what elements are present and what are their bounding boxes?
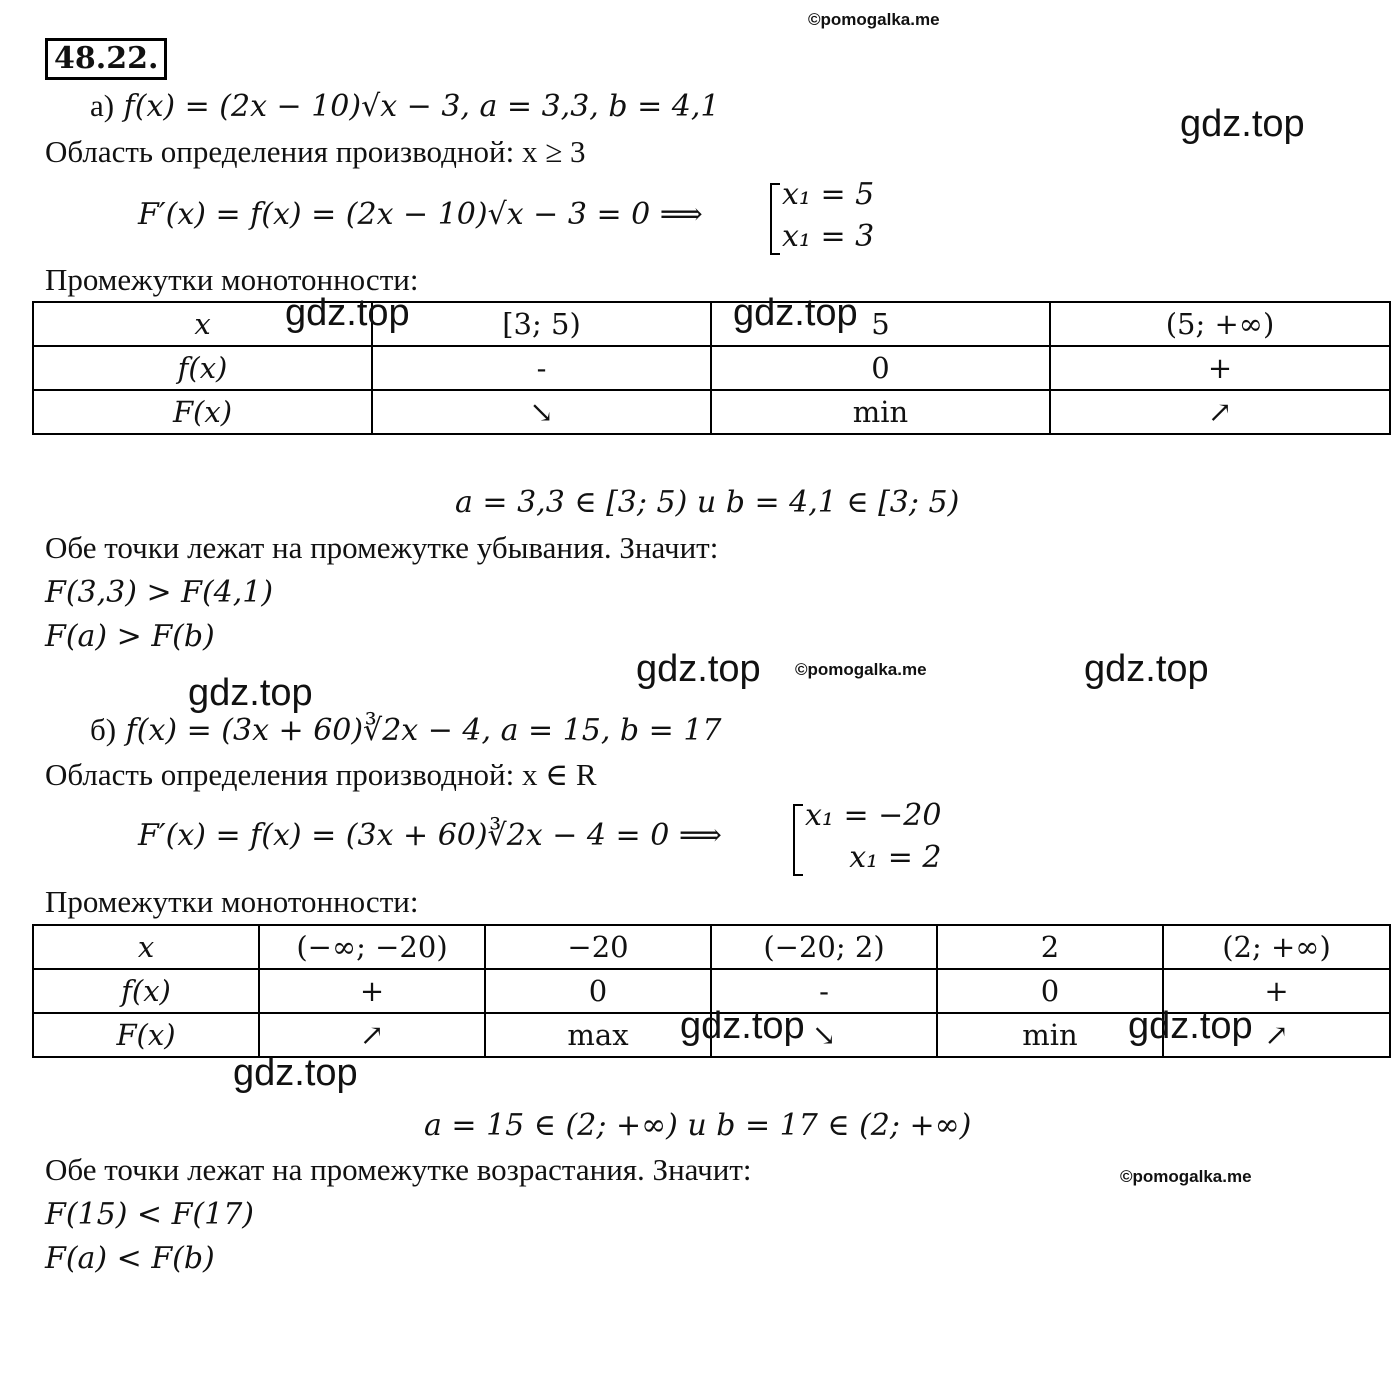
part-b-system-bracket — [793, 804, 803, 876]
site-watermark: gdz.top — [233, 1052, 358, 1094]
part-b-label: б) — [90, 712, 117, 747]
table-cell: (−∞; −20) — [259, 925, 485, 969]
table-cell: −20 — [485, 925, 711, 969]
part-a-roots — [782, 174, 874, 258]
site-watermark: gdz.top — [1128, 1005, 1253, 1047]
part-b-result-2: F(a) < F(b) — [45, 1241, 215, 1276]
table-cell: ↗ — [1163, 1013, 1390, 1057]
table-cell: max — [485, 1013, 711, 1057]
part-b-membership: a = 15 ∈ (2; +∞) и b = 17 ∈ (2; +∞) — [424, 1108, 972, 1143]
site-watermark: gdz.top — [680, 1005, 805, 1047]
part-a-system-bracket — [770, 183, 780, 255]
root: x₁ = 3 — [782, 219, 875, 254]
part-a-domain: Область определения производной: x ≥ 3 — [45, 134, 586, 169]
copyright-watermark: ©pomogalka.me — [1120, 1167, 1252, 1186]
part-a-conclusion: Обе точки лежат на промежутке убывания. Значит: — [45, 530, 719, 565]
table-cell: + — [1050, 346, 1390, 390]
table-cell: 2 — [937, 925, 1163, 969]
part-b-result-1: F(15) < F(17) — [45, 1197, 255, 1232]
part-b-derivative: F′(x) = f(x) = (3x + 60)∛2x − 4 = 0 ⟹ — [138, 818, 722, 853]
part-a-result-2: F(a) > F(b) — [45, 619, 215, 654]
part-a-monotonicity-table — [32, 301, 1391, 435]
root: x₁ = −20 — [805, 798, 942, 833]
part-a-result-1: F(3,3) > F(4,1) — [45, 575, 274, 610]
table-cell: (2; +∞) — [1163, 925, 1390, 969]
table-cell: 0 — [937, 969, 1163, 1013]
table-cell: F(x) — [33, 390, 372, 434]
table-cell: F(x) — [33, 1013, 259, 1057]
root: x₁ = 2 — [849, 840, 942, 875]
part-a-statement: f(x) = (2x − 10)√x − 3, a = 3,3, b = 4,1 — [123, 89, 720, 124]
part-a-label: а) — [90, 88, 115, 123]
table-row — [33, 390, 1390, 434]
table-cell: ↘ — [711, 1013, 937, 1057]
part-b-statement: f(x) = (3x + 60)∛2x − 4, a = 15, b = 17 — [125, 713, 722, 748]
part-b-conclusion: Обе точки лежат на промежутке возрастания. Значит: — [45, 1152, 752, 1187]
table-cell: - — [711, 969, 937, 1013]
table-cell: 0 — [485, 969, 711, 1013]
copyright-watermark: ©pomogalka.me — [795, 660, 927, 679]
table-cell: 0 — [711, 346, 1050, 390]
site-watermark: gdz.top — [188, 672, 313, 714]
part-a-intervals-title: Промежутки монотонности: — [45, 262, 419, 297]
site-watermark: gdz.top — [285, 292, 410, 334]
part-b-intervals-title: Промежутки монотонности: — [45, 884, 419, 919]
part-b-heading — [90, 712, 722, 748]
table-cell: - — [372, 346, 711, 390]
table-cell: (5; +∞) — [1050, 302, 1390, 346]
table-row — [33, 302, 1390, 346]
table-cell: + — [1163, 969, 1390, 1013]
table-row — [33, 925, 1390, 969]
copyright-watermark: ©pomogalka.me — [808, 10, 940, 29]
table-row — [33, 346, 1390, 390]
table-cell: (−20; 2) — [711, 925, 937, 969]
table-cell: [3; 5) — [372, 302, 711, 346]
table-cell: f(x) — [33, 346, 372, 390]
table-cell: f(x) — [33, 969, 259, 1013]
table-cell: ↗ — [259, 1013, 485, 1057]
site-watermark: gdz.top — [636, 648, 761, 690]
root: x₁ = 5 — [782, 177, 875, 212]
part-a-heading — [90, 88, 719, 124]
table-cell: 5 — [711, 302, 1050, 346]
site-watermark: gdz.top — [1180, 103, 1305, 145]
part-b-roots — [805, 795, 941, 879]
table-cell: min — [711, 390, 1050, 434]
part-b-domain: Область определения производной: x ∈ R — [45, 757, 597, 792]
site-watermark: gdz.top — [1084, 648, 1209, 690]
table-cell: x — [33, 925, 259, 969]
part-a-derivative: F′(x) = f(x) = (2x − 10)√x − 3 = 0 ⟹ — [138, 197, 703, 232]
table-cell: x — [33, 302, 372, 346]
table-cell: ↘ — [372, 390, 711, 434]
table-cell: + — [259, 969, 485, 1013]
table-cell: min — [937, 1013, 1163, 1057]
site-watermark: gdz.top — [733, 292, 858, 334]
problem-number: 48.22. — [45, 38, 167, 80]
part-a-membership: a = 3,3 ∈ [3; 5) и b = 4,1 ∈ [3; 5) — [455, 485, 960, 520]
table-cell: ↗ — [1050, 390, 1390, 434]
